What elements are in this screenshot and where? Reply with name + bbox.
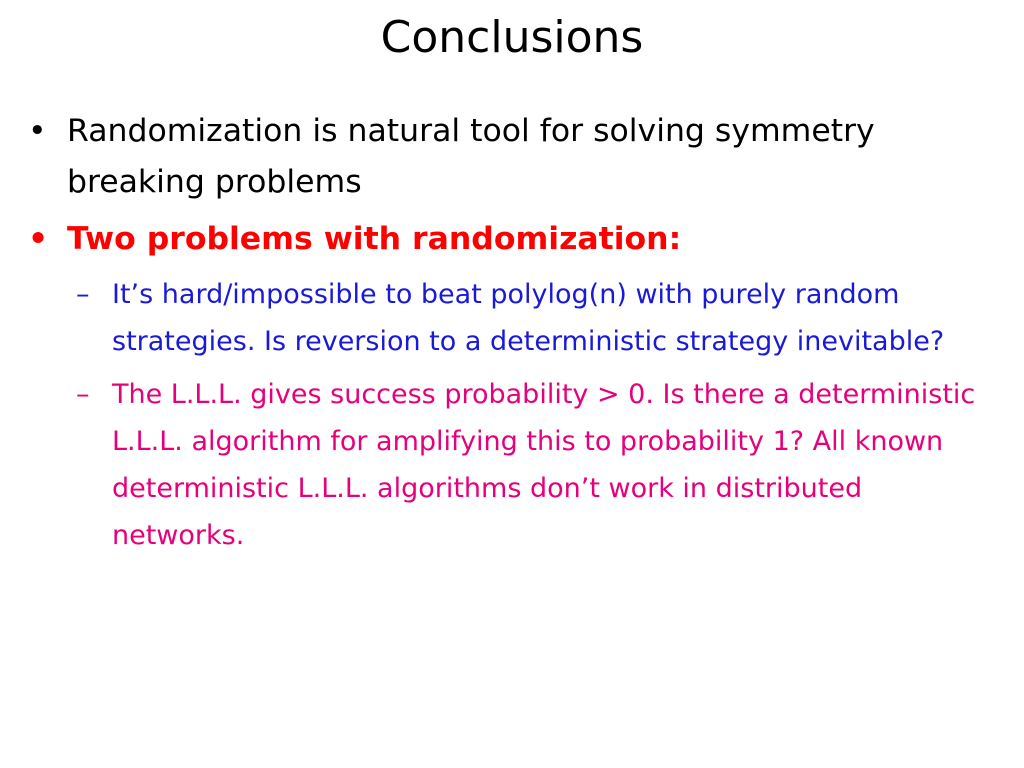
sub-bullet-polylog — [28, 271, 988, 365]
bullet-text: Randomization is natural tool for solving symmetry breaking problems — [67, 113, 875, 200]
bullet-marker: • — [28, 113, 47, 149]
sub-bullet-text: It’s hard/impossible to beat polylog(n) with purely random strategies. Is reversion to a deterministic strategy inevitable? — [112, 279, 945, 357]
sub-bullet-text: The L.L.L. gives success probability > 0. Is there a deterministic L.L.L. algorithm for amplifying this to probability 1? All known deterministic L.L.L. algorithms don’t work in distributed networks. — [112, 379, 976, 551]
sub-bullet-lll — [28, 371, 988, 559]
sub-bullet-marker: – — [76, 279, 90, 310]
sub-bullet-marker: – — [76, 379, 90, 410]
bullet-marker: • — [28, 221, 49, 257]
slide-content — [28, 106, 988, 565]
bullet-two-problems — [28, 214, 988, 265]
bullet-text: Two problems with randomization: — [67, 221, 682, 257]
bullet-randomization-natural-tool — [28, 106, 988, 208]
slide-title: Conclusions — [380, 12, 644, 63]
